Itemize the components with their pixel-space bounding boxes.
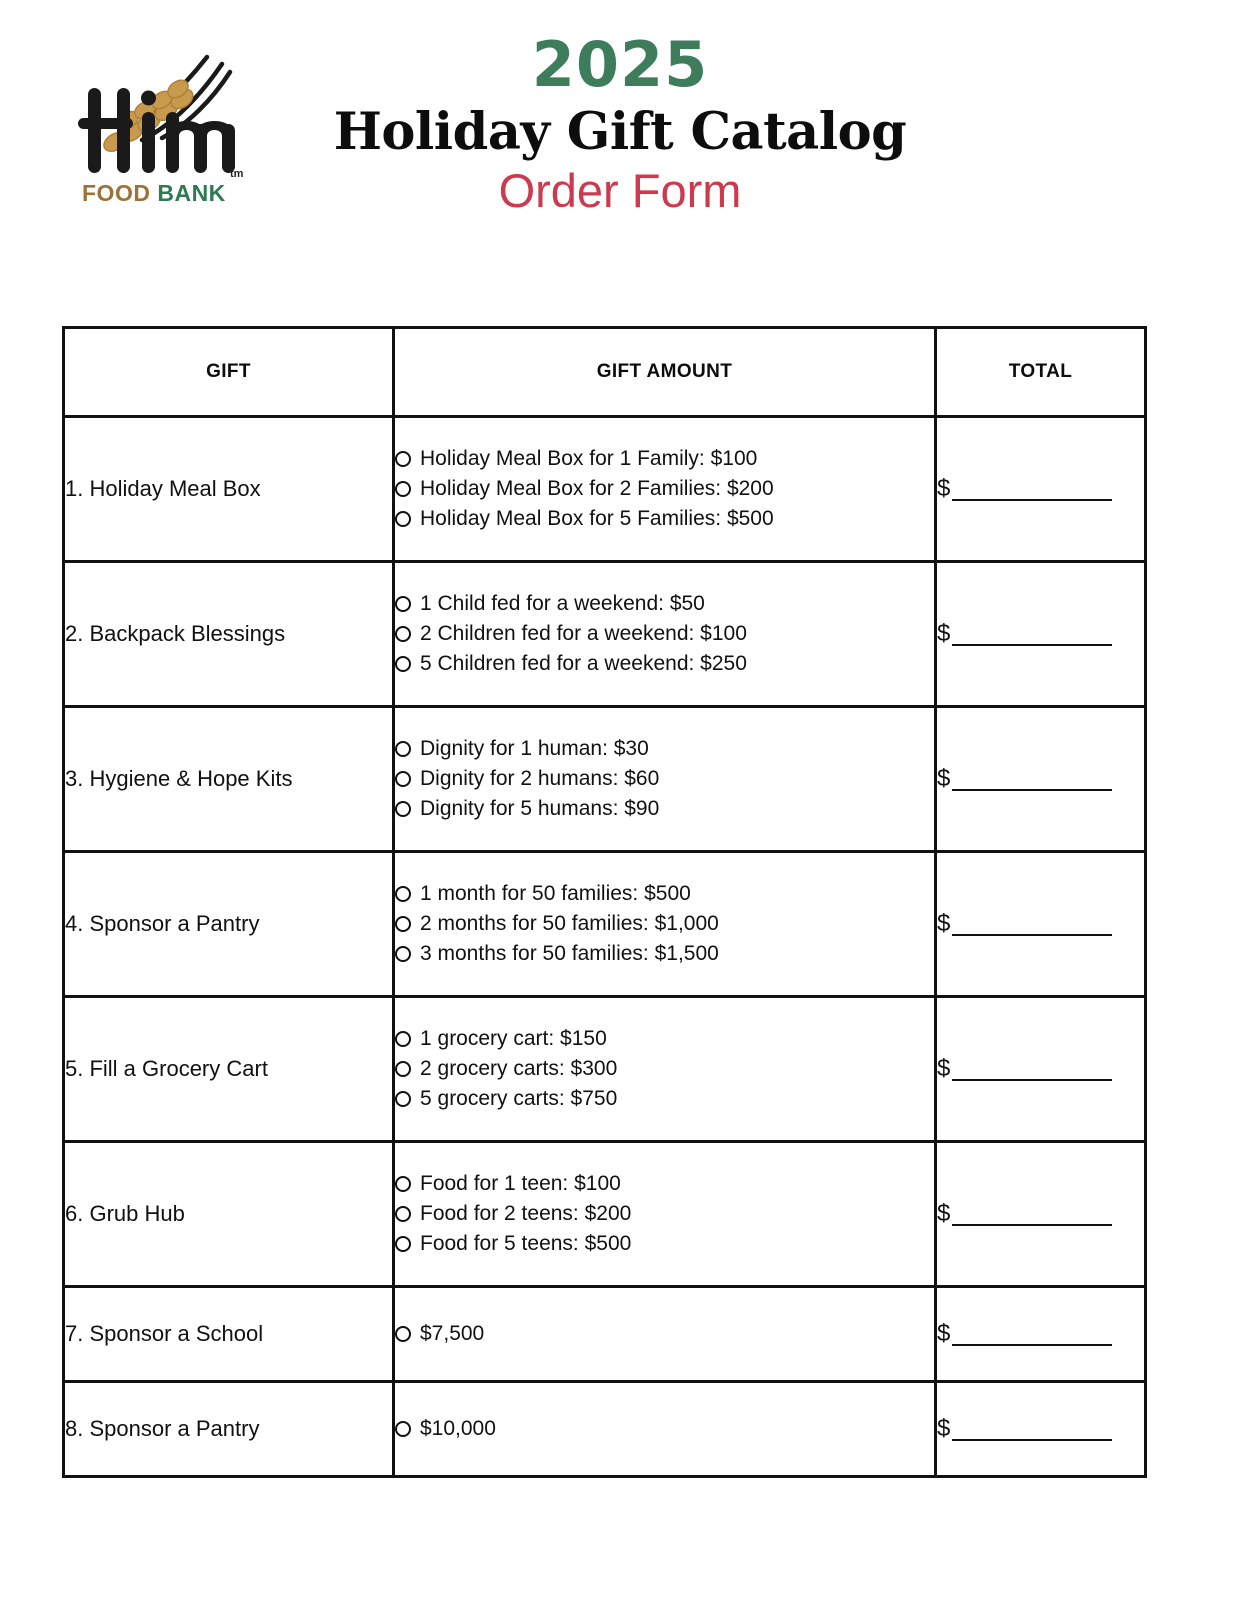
gift-option-label: 3 months for 50 families: $1,500 xyxy=(420,942,719,966)
total-cell xyxy=(936,1142,1146,1287)
gift-amount-cell xyxy=(394,707,936,852)
total-write-in-line[interactable] xyxy=(952,1423,1112,1441)
gift-option-label: $10,000 xyxy=(420,1416,496,1440)
radio-button-icon[interactable] xyxy=(395,1236,411,1252)
total-cell xyxy=(936,417,1146,562)
gift-option[interactable] xyxy=(395,1169,934,1199)
gift-option-label: Food for 2 teens: $200 xyxy=(420,1201,632,1225)
table-header xyxy=(64,328,1146,417)
gift-option[interactable] xyxy=(395,1024,934,1054)
gift-option[interactable] xyxy=(395,504,934,534)
gift-option-label: 1 month for 50 families: $500 xyxy=(420,881,691,905)
table-row xyxy=(64,1287,1146,1382)
gift-amount-cell xyxy=(394,562,936,707)
radio-button-icon[interactable] xyxy=(395,1031,411,1047)
gift-option[interactable] xyxy=(395,1054,934,1084)
total-write-in-line[interactable] xyxy=(952,483,1112,501)
gift-amount-cell xyxy=(394,997,936,1142)
him-food-bank-logo xyxy=(70,40,260,225)
gift-option-list xyxy=(395,1414,934,1444)
gift-option[interactable] xyxy=(395,444,934,474)
gift-option-label: Dignity for 2 humans: $60 xyxy=(420,766,660,790)
gift-name-label: 4. Sponsor a Pantry xyxy=(65,911,260,936)
total-write-in-line[interactable] xyxy=(952,918,1112,936)
total-cell xyxy=(936,1287,1146,1382)
table-row xyxy=(64,707,1146,852)
total-cell xyxy=(936,852,1146,997)
table-header-row xyxy=(64,328,1146,417)
gift-name-cell xyxy=(64,997,394,1142)
column-header-total: TOTAL xyxy=(936,328,1146,417)
page-subtitle: Order Form xyxy=(498,164,742,218)
gift-option-label: 1 Child fed for a weekend: $50 xyxy=(420,591,705,615)
logo-word-bank: BANK xyxy=(157,180,226,206)
gift-option-label: Holiday Meal Box for 5 Families: $500 xyxy=(420,507,774,531)
gift-option[interactable] xyxy=(395,1319,934,1349)
total-write-in-line[interactable] xyxy=(952,1208,1112,1226)
gift-option[interactable] xyxy=(395,879,934,909)
gift-name-cell xyxy=(64,1382,394,1477)
gift-amount-cell xyxy=(394,852,936,997)
radio-button-icon[interactable] xyxy=(395,511,411,527)
table-row xyxy=(64,852,1146,997)
total-write-in-line[interactable] xyxy=(952,773,1112,791)
total-amount-field[interactable] xyxy=(937,1057,1144,1081)
trademark-symbol: tm xyxy=(230,168,244,180)
total-amount-field[interactable] xyxy=(937,1417,1144,1441)
currency-symbol: $ xyxy=(937,1320,951,1347)
gift-option-label: Holiday Meal Box for 1 Family: $100 xyxy=(420,446,758,470)
gift-option[interactable] xyxy=(395,764,934,794)
radio-button-icon[interactable] xyxy=(395,771,411,787)
radio-button-icon[interactable] xyxy=(395,1326,411,1342)
gift-option-list xyxy=(395,879,934,970)
radio-button-icon[interactable] xyxy=(395,1176,411,1192)
currency-symbol: $ xyxy=(937,1055,951,1082)
logo-wordmark xyxy=(82,180,226,207)
gift-option-label: $7,500 xyxy=(420,1321,485,1345)
currency-symbol: $ xyxy=(937,475,951,502)
order-table-container xyxy=(62,326,1144,1478)
total-amount-field[interactable] xyxy=(937,912,1144,936)
gift-option[interactable] xyxy=(395,619,934,649)
gift-name-label: 8. Sponsor a Pantry xyxy=(65,1416,260,1441)
gift-option[interactable] xyxy=(395,1084,934,1114)
gift-option-label: Food for 5 teens: $500 xyxy=(420,1232,632,1256)
gift-amount-cell xyxy=(394,1287,936,1382)
gift-option[interactable] xyxy=(395,1414,934,1444)
gift-option[interactable] xyxy=(395,1229,934,1259)
gift-option-label: Dignity for 5 humans: $90 xyxy=(420,797,660,821)
title-block xyxy=(300,28,940,218)
gift-option-list xyxy=(395,734,934,825)
page-header xyxy=(0,0,1236,268)
total-amount-field[interactable] xyxy=(937,767,1144,791)
currency-symbol: $ xyxy=(937,1415,951,1442)
gift-option-list xyxy=(395,1319,934,1349)
gift-option[interactable] xyxy=(395,939,934,969)
total-amount-field[interactable] xyxy=(937,622,1144,646)
total-cell xyxy=(936,562,1146,707)
currency-symbol: $ xyxy=(937,1200,951,1227)
gift-name-label: 7. Sponsor a School xyxy=(65,1321,264,1346)
logo-word-food: FOOD xyxy=(82,180,151,206)
gift-option-label: Holiday Meal Box for 2 Families: $200 xyxy=(420,476,774,500)
gift-amount-cell xyxy=(394,417,936,562)
radio-button-icon[interactable] xyxy=(395,1421,411,1437)
gift-name-cell xyxy=(64,1287,394,1382)
radio-button-icon[interactable] xyxy=(395,451,411,467)
table-row xyxy=(64,997,1146,1142)
radio-button-icon[interactable] xyxy=(395,656,411,672)
page-title: Holiday Gift Catalog xyxy=(333,102,907,162)
gift-name-label: 6. Grub Hub xyxy=(65,1201,185,1226)
gift-option-label: 5 grocery carts: $750 xyxy=(420,1087,618,1111)
gift-option-list xyxy=(395,1024,934,1115)
gift-option-label: Dignity for 1 human: $30 xyxy=(420,736,649,760)
him-wheat-logo-mark xyxy=(70,40,260,175)
radio-button-icon[interactable] xyxy=(395,916,411,932)
gift-option-list xyxy=(395,589,934,680)
page-watermark xyxy=(430,1520,770,1590)
total-cell xyxy=(936,997,1146,1142)
catalog-year: 2025 xyxy=(531,28,709,101)
total-write-in-line[interactable] xyxy=(952,1328,1112,1346)
gift-option-label: Food for 1 teen: $100 xyxy=(420,1171,621,1195)
gift-option[interactable] xyxy=(395,794,934,824)
radio-button-icon[interactable] xyxy=(395,481,411,497)
column-header-gift-amount: GIFT AMOUNT xyxy=(394,328,936,417)
gift-name-label: 2. Backpack Blessings xyxy=(65,621,286,646)
gift-name-cell xyxy=(64,707,394,852)
gift-name-label: 3. Hygiene & Hope Kits xyxy=(65,766,293,791)
order-table xyxy=(62,326,1147,1478)
total-amount-field[interactable] xyxy=(937,1202,1144,1226)
radio-button-icon[interactable] xyxy=(395,626,411,642)
gift-name-cell xyxy=(64,1142,394,1287)
currency-symbol: $ xyxy=(937,765,951,792)
gift-name-label: 5. Fill a Grocery Cart xyxy=(65,1056,268,1081)
gift-amount-cell xyxy=(394,1382,936,1477)
gift-option[interactable] xyxy=(395,909,934,939)
table-row xyxy=(64,417,1146,562)
column-header-gift: GIFT xyxy=(64,328,394,417)
total-cell xyxy=(936,1382,1146,1477)
gift-option[interactable] xyxy=(395,1199,934,1229)
radio-button-icon[interactable] xyxy=(395,1061,411,1077)
gift-name-cell xyxy=(64,417,394,562)
gift-amount-cell xyxy=(394,1142,936,1287)
gift-name-cell xyxy=(64,562,394,707)
total-write-in-line[interactable] xyxy=(952,1063,1112,1081)
gift-option[interactable] xyxy=(395,589,934,619)
gift-option-label: 2 Children fed for a weekend: $100 xyxy=(420,621,747,645)
gift-name-label: 1. Holiday Meal Box xyxy=(65,476,261,501)
gift-option-label: 2 grocery carts: $300 xyxy=(420,1056,618,1080)
table-body xyxy=(64,417,1146,1477)
radio-button-icon[interactable] xyxy=(395,886,411,902)
total-cell xyxy=(936,707,1146,852)
radio-button-icon[interactable] xyxy=(395,1206,411,1222)
radio-button-icon[interactable] xyxy=(395,1091,411,1107)
currency-symbol: $ xyxy=(937,910,951,937)
gift-option[interactable] xyxy=(395,734,934,764)
total-write-in-line[interactable] xyxy=(952,628,1112,646)
gift-option-list xyxy=(395,1169,934,1260)
radio-button-icon[interactable] xyxy=(395,946,411,962)
table-row xyxy=(64,1142,1146,1287)
gift-name-cell xyxy=(64,852,394,997)
gift-option-label: 1 grocery cart: $150 xyxy=(420,1026,607,1050)
radio-button-icon[interactable] xyxy=(395,741,411,757)
gift-option-list xyxy=(395,444,934,535)
table-row xyxy=(64,562,1146,707)
total-amount-field[interactable] xyxy=(937,477,1144,501)
table-row xyxy=(64,1382,1146,1477)
total-amount-field[interactable] xyxy=(937,1322,1144,1346)
radio-button-icon[interactable] xyxy=(395,596,411,612)
gift-option-label: 5 Children fed for a weekend: $250 xyxy=(420,652,747,676)
gift-option[interactable] xyxy=(395,649,934,679)
currency-symbol: $ xyxy=(937,620,951,647)
radio-button-icon[interactable] xyxy=(395,801,411,817)
gift-option-label: 2 months for 50 families: $1,000 xyxy=(420,911,719,935)
gift-option[interactable] xyxy=(395,474,934,504)
